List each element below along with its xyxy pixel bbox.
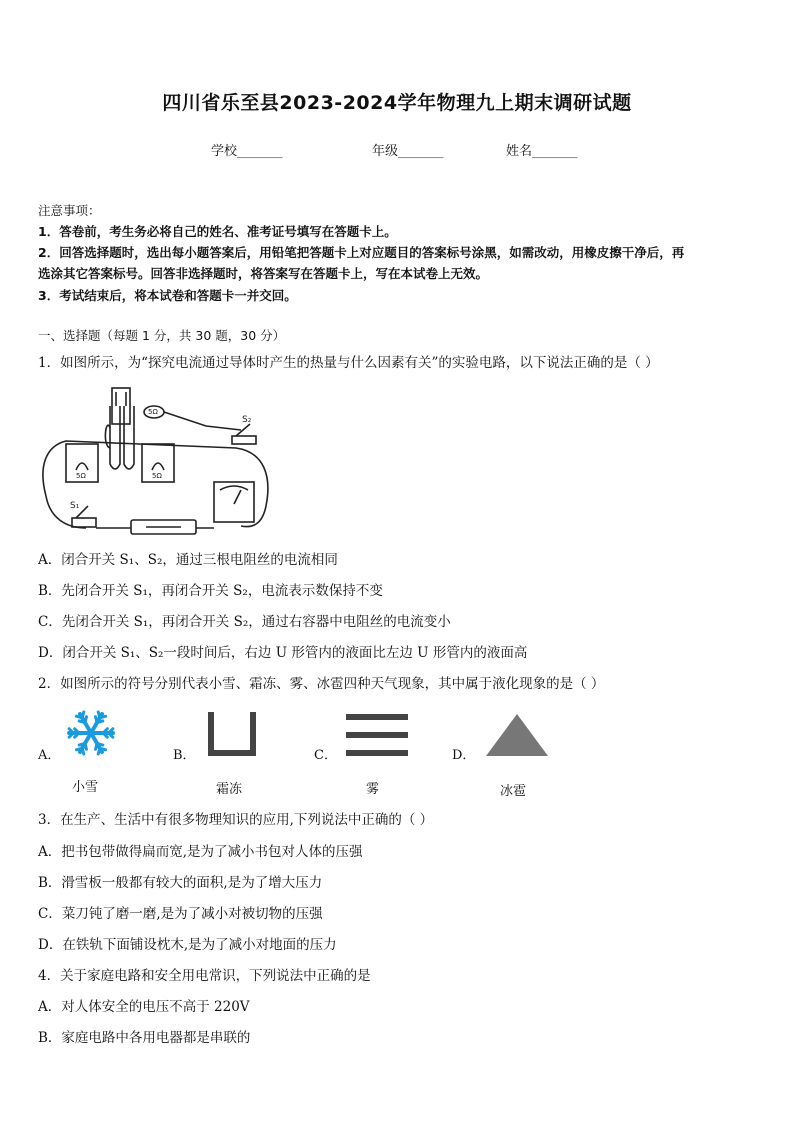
frost-symbol-icon: [204, 710, 260, 760]
right-resistor-label: 5Ω: [152, 472, 162, 480]
switch-s1-label: S₁: [70, 501, 80, 511]
top-resistor-label: 5Ω: [148, 408, 158, 416]
grade-field: 年级_______: [372, 144, 444, 159]
question-2-caption-a: 小雪: [72, 780, 99, 795]
question-2-option-a-label: A．: [38, 748, 61, 763]
snowflake-icon: [66, 708, 116, 758]
question-2-option-b-label: B．: [173, 748, 196, 763]
question-1-option-d: D．闭合开关 S₁、S₂一段时间后，右边 U 形管内的液面比左边 U 形管内的液面高: [38, 645, 528, 661]
fog-symbol-icon: [344, 712, 410, 760]
question-2-caption-d: 冰雹: [500, 784, 527, 799]
notes-heading: 注意事项：: [38, 203, 101, 218]
hail-symbol-icon: [484, 712, 550, 758]
question-1-stem: 1．如图所示，为“探究电流通过导体时产生的热量与什么因素有关”的实验电路，以下说法正确的是（ ）: [38, 355, 659, 371]
question-3-option-c: C．菜刀钝了磨一磨,是为了减小对被切物的压强: [38, 906, 323, 922]
left-resistor-label: 5Ω: [76, 472, 86, 480]
question-4-option-a: A．对人体安全的电压不高于 220V: [38, 999, 250, 1015]
question-1-option-c: C．先闭合开关 S₁，再闭合开关 S₂，通过右容器中电阻丝的电流变小: [38, 614, 451, 630]
note-item-2-line2: 选涂其它答案标号。回答非选择题时，将答案写在答题卡上，写在本试卷上无效。: [38, 266, 489, 281]
circuit-diagram: [36, 386, 276, 546]
question-4-stem: 4．关于家庭电路和安全用电常识，下列说法中正确的是: [38, 968, 371, 984]
question-2-option-c-label: C．: [314, 748, 337, 763]
question-1-option-b: B．先闭合开关 S₁，再闭合开关 S₂，电流表示数保持不变: [38, 583, 383, 599]
question-3-option-b: B．滑雪板一般都有较大的面积,是为了增大压力: [38, 875, 323, 891]
question-2-caption-b: 霜冻: [216, 782, 243, 797]
question-3-option-d: D．在铁轨下面铺设枕木,是为了减小对地面的压力: [38, 937, 337, 953]
switch-s2-label: S₂: [242, 415, 252, 425]
question-4-option-b: B．家庭电路中各用电器都是串联的: [38, 1030, 251, 1046]
question-3-stem: 3．在生产、生活中有很多物理知识的应用,下列说法中正确的（ ）: [38, 812, 434, 828]
section-heading: 一、选择题（每题 1 分，共 30 题，30 分）: [38, 328, 286, 343]
note-item-2-line1: 2．回答选择题时，选出每小题答案后，用铅笔把答题卡上对应题目的答案标号涂黑，如需改动，用橡皮擦干净后，再: [38, 245, 685, 260]
note-item-1: 1．答卷前，考生务必将自己的姓名、准考证号填写在答题卡上。: [38, 224, 397, 239]
question-3-option-a: A．把书包带做得扁而宽,是为了减小书包对人体的压强: [38, 844, 363, 860]
question-2-stem: 2．如图所示的符号分别代表小雪、霜冻、雾、冰雹四种天气现象，其中属于液化现象的是（ ）: [38, 676, 605, 692]
question-2-caption-c: 雾: [366, 782, 380, 797]
question-1-option-a: A．闭合开关 S₁、S₂，通过三根电阻丝的电流相同: [38, 552, 338, 568]
note-item-3: 3．考试结束后，将本试卷和答题卡一并交回。: [38, 288, 297, 303]
question-2-option-d-label: D．: [452, 748, 476, 763]
school-field: 学校_______: [211, 144, 283, 159]
name-field: 姓名_______: [506, 144, 578, 159]
page-title: 四川省乐至县2023-2024学年物理九上期末调研试题: [162, 92, 632, 114]
